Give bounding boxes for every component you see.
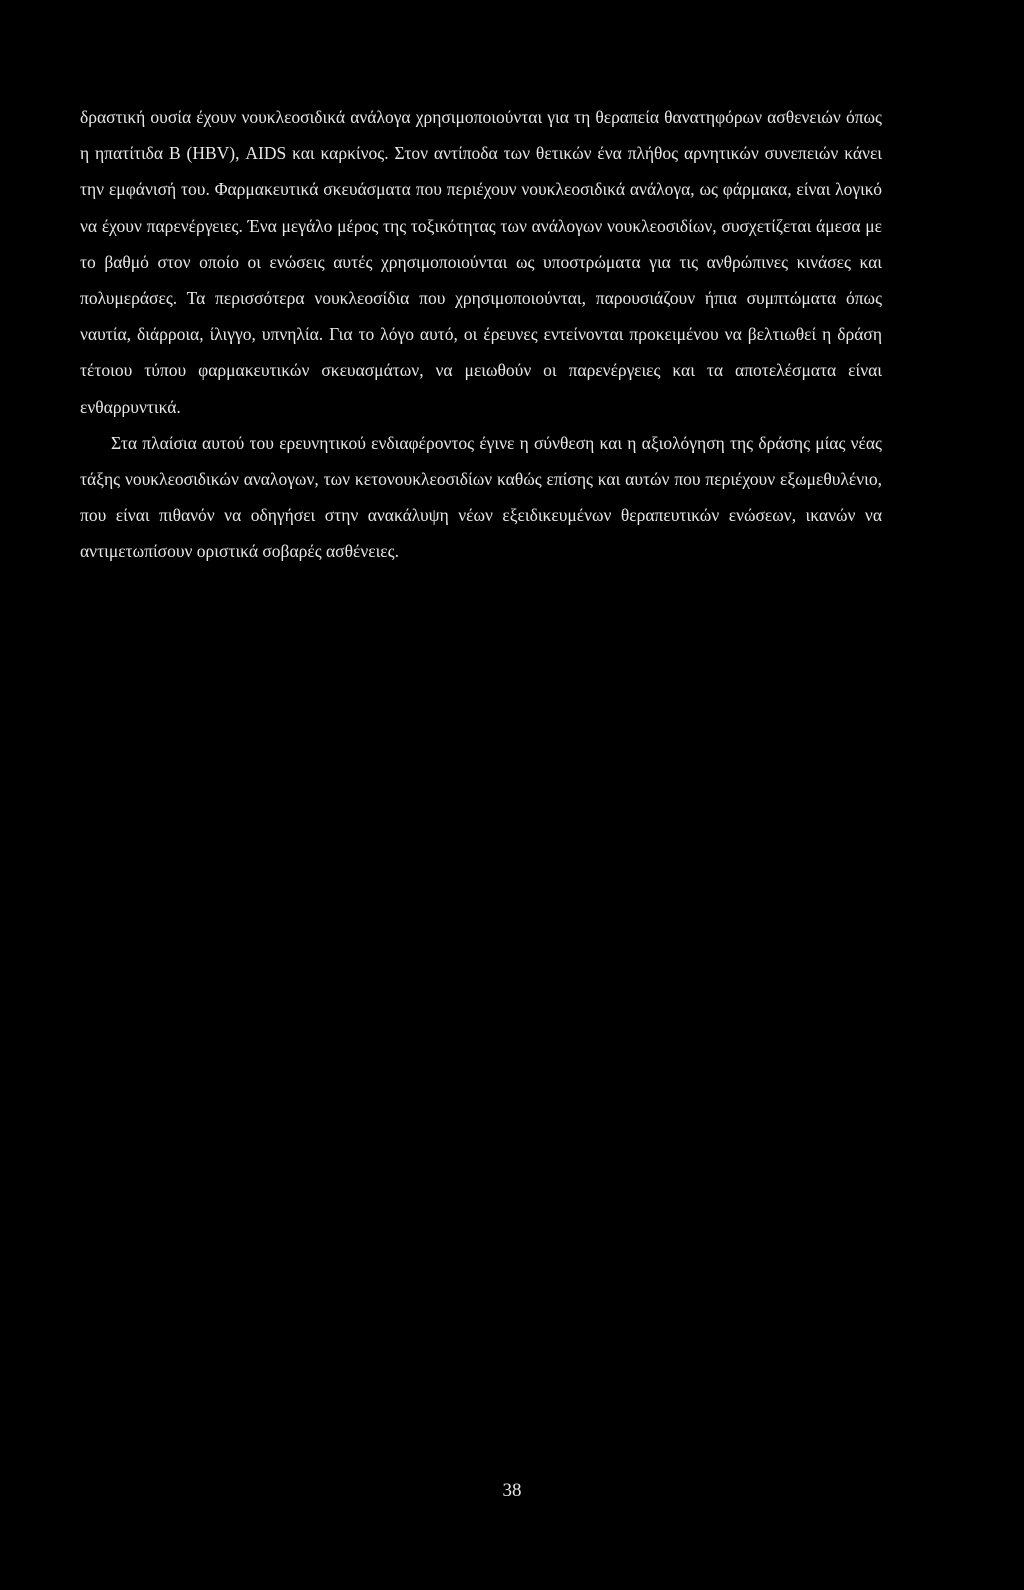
page-number: 38 <box>502 1480 522 1501</box>
paragraph-research-scope: Στα πλαίσια αυτού του ερευνητικού ενδιαφέροντος έγινε η σύνθεση και η αξιολόγηση της δράσης μίας νέας τάξης νουκλεοσιδικών αναλογων, των κετονουκλεοσιδίων καθώς επίσης και αυτών που περιέχουν εξωμεθυλένιο, που είναι πιθανόν να οδηγήσει στην ανακάλυψη νέων εξειδικευμένων θεραπευτικών ενώσεων, ικανών να αντιμετωπίσουν οριστικά σοβαρές ασθένειες. <box>80 432 882 562</box>
body-text <box>80 99 882 570</box>
paragraph-continuation: δραστική ουσία έχουν νουκλεοσιδικά ανάλογα χρησιμοποιούνται για τη θεραπεία θανατηφόρων ασθενειών όπως η ηπατίτιδα Β (HBV), AIDS και καρκίνος. Στον αντίποδα των θετικών ένα πλήθος αρνητικών συνεπειών κάνει την εμφάνισή του. Φαρμακευτικά σκευάσματα που περιέχουν νουκλεοσιδικά ανάλογα, ως φάρμακα, είναι λογικό να έχουν παρενέργειες. Ένα μεγάλο μέρος της τοξικότητας των ανάλογων νουκλεοσιδίων, συσχετίζεται άμεσα με το βαθμό στον οποίο οι ενώσεις αυτές χρησιμοποιούνται ως υποστρώματα για τις ανθρώπινες κινάσες και πολυμεράσες. Τα περισσότερα νουκλεοσίδια που χρησιμοποιούνται, παρουσιάζουν ήπια συμπτώματα όπως ναυτία, διάρροια, ίλιγγο, υπνηλία. Για το λόγο αυτό, οι έρευνες εντείνονται προκειμένου να βελτιωθεί η δράση τέτοιου τύπου φαρμακευτικών σκευασμάτων, να μειωθούν οι παρενέργειες και τα αποτελέσματα είναι ενθαρρυντικά. <box>80 107 882 417</box>
